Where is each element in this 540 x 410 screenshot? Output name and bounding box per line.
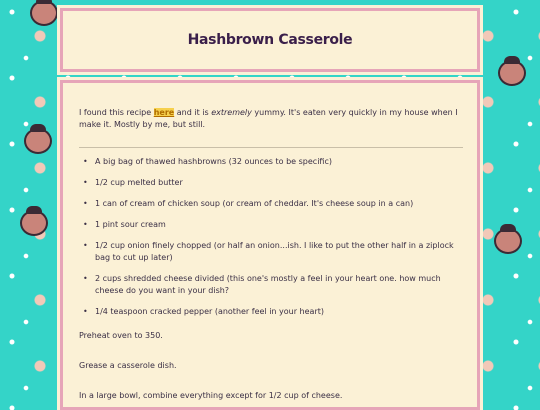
page-title: Hashbrown Casserole [187,32,353,48]
ingredient-item: • 2 cups shredded cheese divided (this one's mostly a feel in your heart one. how much cheese do you want in your dish? [95,273,463,297]
step-paragraph: In a large bowl, combine everything except for 1/2 cup of cheese. [79,391,343,400]
ingredients-list [79,156,463,318]
intro-text: and it is [174,108,212,117]
ingredient-item: • 1 pint sour cream [95,219,463,231]
intro-emphasis: extremely [211,108,252,117]
ingredient-item: • 1/4 teaspoon cracked pepper (another feel in your heart) [95,306,463,318]
character-decoration-icon [30,0,58,26]
ingredient-item: • 1 can of cream of chicken soup (or cream of cheddar. It's cheese soup in a can) [95,198,463,210]
divider [79,147,463,148]
recipe-source-link[interactable]: here [153,108,175,117]
intro-text: I found this recipe [79,108,154,117]
character-decoration-icon [498,60,526,86]
ingredient-item: • 1/2 cup melted butter [95,177,463,189]
ingredient-item: • A big bag of thawed hashbrowns (32 ounces to be specific) [95,156,463,168]
character-decoration-icon [20,210,48,236]
intro-text: yummy. It's eaten very quickly in my house when I make it. Mostly by me, but still. [79,108,458,129]
intro-paragraph [79,107,463,131]
ingredient-item: • 1/2 cup onion finely chopped (or half an onion...ish. I like to put the other half in a ziplock bag to cut up later) [95,240,463,264]
character-decoration-icon [24,128,52,154]
recipe-content [60,80,480,410]
step-paragraph: Preheat oven to 350. [79,331,163,340]
step-paragraph: Grease a casserole dish. [79,361,177,370]
title-card [60,8,480,72]
character-decoration-icon [494,228,522,254]
